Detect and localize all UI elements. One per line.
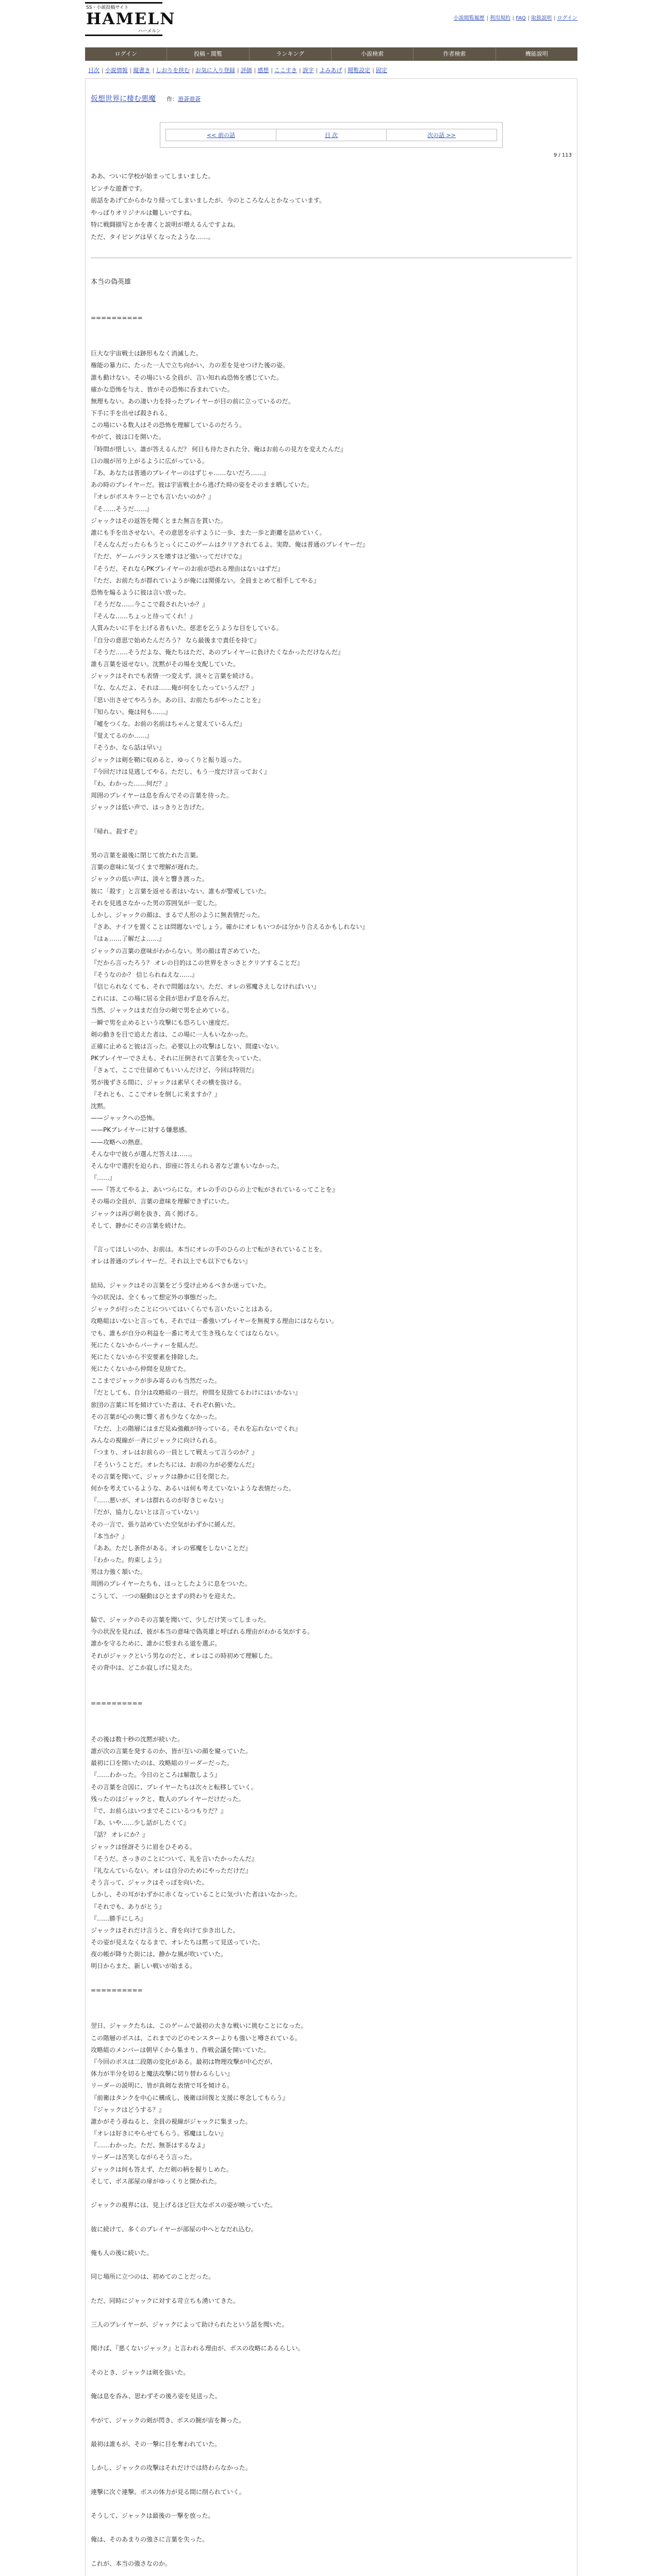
novel-text-line: みんなの視線が一斉にジャックに向けられる。 — [91, 1437, 221, 1445]
novel-text-line: 『そんなんだったらもうとっくにこのゲームはクリアされてるよ。実際、俺は普通のプレイヤーだ』 — [91, 541, 369, 549]
novel-text-line: 『そうだな……今ここで殺されたいか？』 — [91, 601, 209, 608]
novel-text-line: 『前衛はタンクを中心に構成し、後衛は回復と支援に専念してもらう』 — [91, 2094, 289, 2102]
novel-text-line: 『知らない。俺は何も……』 — [91, 708, 172, 716]
novel-text-line: 男が後ずさる間に、ジャックは素早くその横を抜ける。 — [91, 1078, 245, 1086]
blank-line — [91, 288, 572, 300]
novel-text-line: 死にたくないから仲間を見捨てた。 — [91, 1365, 190, 1373]
sub-link-favorite[interactable]: | お気に入り登録 — [190, 67, 235, 74]
top-link-terms[interactable]: | 利用規約 — [485, 15, 510, 21]
novel-text-line: 周囲のプレイヤーは息を呑んでその言葉を待った。 — [91, 792, 233, 800]
novel-text-line: ここまでジャックが歩み寄るのも当然だった。 — [91, 1377, 221, 1385]
novel-text-line: 無理もない。あの凄い力を持ったプレイヤーが目の前に立っているのだ。 — [91, 397, 294, 405]
novel-text-line: 三人のプレイヤーが、ジャックによって助けられたという話を聞いた。 — [91, 2321, 288, 2329]
novel-text-line: 『そうだ。さっきのことについて、礼を言いたかったんだ』 — [91, 1855, 258, 1862]
novel-text-line: 『オレがボスキラーとでも言いたいのか？』 — [91, 493, 215, 501]
sub-link-pin[interactable]: | 固定 — [370, 67, 387, 74]
novel-text-line: ジャックは再び剣を抜き、高く掲げる。 — [91, 1210, 202, 1217]
scene-separator: ========== — [91, 1986, 143, 1994]
author-preface — [91, 171, 572, 243]
main-nav-novel-search[interactable]: 小説検索 — [331, 47, 413, 61]
logo-kana: ハーメルン — [138, 29, 161, 34]
novel-text-line: 『わかった。約束しよう』 — [91, 1556, 166, 1564]
novel-text-line: 『そうだ、それならPKプレイヤーのお前が恐れる理由はないはずだ』 — [91, 565, 284, 572]
author-link[interactable]: 遊蒼遊蒼 — [178, 96, 201, 103]
blank-line — [91, 324, 572, 336]
blank-line — [91, 1674, 572, 1686]
page-indicator: 9 / 113 — [553, 152, 572, 158]
novel-text-line: 『今回のボスは二段階の変化がある。最初は物理攻撃が中心だが、 — [91, 2058, 277, 2065]
novel-text-line: これには、この場に居る全員が思わず息を呑んだ。 — [91, 995, 234, 1003]
novel-text-line: 誰かがそう尋ねると、全員の視線がジャックに集まった。 — [91, 2117, 252, 2125]
novel-text-line: 旅団の言葉に耳を傾けていた者は、それぞれ俯いた。 — [91, 1401, 240, 1409]
novel-text-line: 『そ……そうだ……』 — [91, 505, 153, 513]
novel-text-line: 攻略組のメンバーは朝早くから集まり、作戦会議を開いていた。 — [91, 2046, 270, 2054]
novel-text-line: ジャックはそれだけ言うと、背を向けて歩き出した。 — [91, 1926, 239, 1934]
novel-text-line: 『で、お前らはいつまでそこにいるつもりだ？』 — [91, 1807, 227, 1815]
novel-text-line: そんな中で彼らが選んだ答えは……。 — [91, 1150, 196, 1158]
novel-text-line: リーダーの説明に、皆が真剣な表情で耳を傾ける。 — [91, 2082, 234, 2090]
novel-text-line: そのとき、ジャックは剣を抜いた。 — [91, 2368, 190, 2376]
novel-text-line: あの時のプレイヤーだ。彼は宇宙戦士から逃げた時の姿をそのまま晒していた。 — [91, 481, 313, 489]
novel-text-line: 『そうか、なら話は早い』 — [91, 744, 166, 752]
novel-text-line: 脇で、ジャックのその言葉を聞いて、少しだけ笑ってしまった。 — [91, 1616, 270, 1623]
novel-text-line: PKプレイヤーでさえも、それに圧倒されて言葉を失っていた。 — [91, 1055, 266, 1062]
novel-text-line: ジャックの低い声は、淡々と響き渡った。 — [91, 875, 208, 883]
novel-text-line: 『ジャックはどうする？』 — [91, 2106, 165, 2113]
prev-chapter-cell — [166, 129, 276, 141]
preface-line: 特に戦闘描写とかを書くと説明が増えるんですよね。 — [91, 221, 240, 228]
novel-text-line: 同じ場所に立つのは、初めてのことだった。 — [91, 2273, 215, 2281]
top-link-faq[interactable]: | FAQ — [510, 15, 526, 21]
novel-text-line: 下手に手を出せば殺される。 — [91, 410, 172, 417]
novel-text-line: それを見逃さなかった男の雰囲気が一変した。 — [91, 899, 221, 907]
toc-cell — [276, 129, 387, 141]
novel-text-line: こうして、一つの騒動はひとまずの終わりを迎えた。 — [91, 1592, 239, 1600]
novel-text-line: 明日からまた、新しい戦いが始まる。 — [91, 1962, 196, 1970]
novel-text-line: 『オレは好きにやらせてもらう。邪魔はしない』 — [91, 2130, 227, 2138]
novel-text-line: 誰が次の言葉を発するのか、皆が互いの顔を窺っていた。 — [91, 1748, 252, 1755]
novel-text-line: 今の状況は、全くもって想定外の事態だった。 — [91, 1293, 221, 1301]
novel-text-line: 彼に「殺す」と言葉を返せる者はいない。誰もが警戒していた。 — [91, 887, 271, 895]
blank-line — [91, 2188, 572, 2199]
novel-text-line: ジャックはそれでも表情一つ変えず、淡々と言葉を続ける。 — [91, 672, 257, 680]
chapter-content-box — [85, 78, 577, 2576]
novel-text-line: そして、静かにその言葉を続けた。 — [91, 1222, 190, 1229]
novel-text-line: しかし、ジャックの顔は、まるで人形のように無表情だった。 — [91, 911, 264, 919]
blank-line — [91, 2427, 572, 2438]
novel-text-line: やがて、彼は口を開いた。 — [91, 433, 165, 441]
novel-text-line: 最初は誰もが、その一撃に目を奪われていた。 — [91, 2440, 221, 2448]
novel-text-line: 『礼なんていらない。オレは自分のためにやっただけだ』 — [91, 1867, 252, 1874]
novel-text-line: 誰も言葉を返せない。沈黙がその場を支配していた。 — [91, 660, 240, 668]
novel-action-links — [85, 66, 577, 75]
novel-text-line: 今の状況を見れば、彼が本当の意味で偽英雄と呼ばれる理由がわかる気がする。 — [91, 1628, 314, 1636]
blank-line — [91, 1268, 572, 1280]
novel-text-line: 『そんな……ちょっと待ってくれ！』 — [91, 613, 196, 620]
novel-text-line: ——攻略への熱意。 — [91, 1138, 147, 1146]
novel-text-line: 『だから言ったろう？ オレの目的はこの世界をさっさとクリアすることだ』 — [91, 959, 303, 967]
novel-text-line: 恐怖を煽るように彼は言い放った。 — [91, 588, 190, 596]
blank-line — [91, 2355, 572, 2367]
novel-text-line: 『思い出させてやろうか。あの日、お前たちがやったことを』 — [91, 696, 264, 704]
blank-line — [91, 1973, 572, 1985]
novel-text-line: ジャックはその返答を聞くとまた無言を貫いた。 — [91, 517, 227, 524]
novel-text-line: しかし、その耳がわずかに赤くなっていることに気づいた者はいなかった。 — [91, 1891, 302, 1899]
novel-text-line: 誰も動けない。その場にいる全員が、言い知れぬ恐怖を感じていた。 — [91, 374, 283, 381]
novel-text-line: その後は数十秒の沈黙が続いた。 — [91, 1735, 184, 1743]
scene-separator: ========== — [91, 1700, 143, 1707]
novel-text-line: 『……悪いが、オレは群れるのが好きじゃない』 — [91, 1497, 227, 1504]
novel-text-line: ジャックの言葉の意味がわからない。男の顔は青ざめていた。 — [91, 947, 264, 955]
blank-line — [91, 838, 572, 850]
blank-line — [91, 2402, 572, 2414]
novel-text-line: 『ただ、ゲームバランスを壊すほど強いってだけでな』 — [91, 553, 245, 561]
novel-text-line: しかし、ジャックの攻撃はそれだけでは終わらなかった。 — [91, 2464, 252, 2472]
novel-text-line: ジャックが行ったことについてはいくらでも言いたいことはある。 — [91, 1306, 276, 1313]
novel-text-line: 『今回だけは見逃してやる。ただし、もう一度だけ言っておく』 — [91, 768, 271, 775]
top-link-login[interactable]: | ログイン — [552, 15, 577, 21]
novel-text-line: これが、本当の強さなのか。 — [91, 2560, 172, 2567]
novel-text-line: この場にいる数人はその恐怖を理解しているのだろう。 — [91, 421, 246, 429]
novel-text-line: ——PKプレイヤーに対する嫌悪感。 — [91, 1126, 191, 1134]
novel-text-line: 剣の動きを目で追えた者は、この場に一人もいなかった。 — [91, 1030, 252, 1038]
blank-line — [91, 2259, 572, 2271]
novel-text-line: 何かを考えているような、あるいは何も考えていないような表情だった。 — [91, 1484, 295, 1492]
logo-tagline: SS・小説投稿サイト — [86, 5, 129, 10]
main-nav-bar — [85, 47, 577, 61]
novel-text-line: 男は力強く頷いた。 — [91, 1568, 147, 1576]
novel-text-line: 周囲のプレイヤーたちも、ほっとしたように息をついた。 — [91, 1580, 251, 1588]
novel-text-line: 『それとも、ここでオレを倒しに来ますか？』 — [91, 1090, 221, 1098]
novel-text-line: その言葉を聞いて、ジャックは静かに目を閉じた。 — [91, 1472, 233, 1480]
blank-line — [91, 2498, 572, 2510]
novel-text-line: 『ただ、お前たちが群れていようが俺には関係ない。全員まとめて相手してやる』 — [91, 577, 320, 584]
novel-text-line: 俺は息を呑み、思わずその後ろ姿を見送った。 — [91, 2393, 221, 2400]
novel-text-line: 攻略組はいないと言っても、それでは一番強いプレイヤーを無視する理由にはならない。 — [91, 1317, 338, 1325]
blank-line — [91, 2522, 572, 2534]
novel-text-line: 『わ、わかった……何だ？』 — [91, 779, 171, 787]
novel-text-line: リーダーは苦笑しながらそう言った。 — [91, 2154, 196, 2161]
novel-text-line: 誰かを守るために、誰かに恨まれる道を選ぶ。 — [91, 1640, 221, 1648]
novel-text-line: その一言で、張り詰めていた空気がわずかに緩んだ。 — [91, 1520, 239, 1528]
top-link-manual[interactable]: | 取扱説明 — [526, 15, 552, 21]
novel-text-line: 最初に口を開いたのは、攻略組のリーダーだった。 — [91, 1759, 234, 1767]
sub-link-rating[interactable]: | 評価 — [235, 67, 252, 74]
chapter-title: 本当の偽英雄 — [91, 278, 131, 286]
blank-line — [91, 300, 572, 312]
sub-link-novel-info[interactable]: | 小説情報 — [100, 67, 128, 74]
novel-text-line: ——ジャックへの恐怖。 — [91, 1114, 159, 1122]
next-chapter-link[interactable]: 次の話 >> — [427, 132, 456, 139]
novel-text-line: 『話？ オレにか？』 — [91, 1831, 148, 1839]
novel-text-line: 死にたくないから不安要素を排除した。 — [91, 1353, 203, 1361]
novel-text-line: 『あ、いや……少し話がしたくて』 — [91, 1819, 190, 1827]
novel-text-line: 巨大な宇宙戦士は跡形もなく消滅した。 — [91, 350, 203, 358]
novel-text-line: 夜の帳が降りた街には、静かな風が吹いていた。 — [91, 1951, 227, 1958]
novel-text-line: 翌日、ジャックたちは、このゲームで最初の大きな戦いに挑むことになった。 — [91, 2022, 307, 2030]
blank-line — [91, 1232, 572, 1244]
blank-line — [91, 2475, 572, 2486]
sub-link-comments[interactable]: | 感想 — [252, 67, 269, 74]
main-nav-author-search[interactable]: 作者検索 — [413, 47, 495, 61]
blank-line — [91, 336, 572, 348]
preface-line: ああ、ついに学校が始まってしまいました。 — [91, 173, 214, 180]
novel-text-line: 『つまり、オレはお前らの一員として戦えって言うのか？』 — [91, 1449, 258, 1456]
blank-line — [91, 2450, 572, 2462]
main-nav-ranking[interactable]: ランキング — [249, 47, 331, 61]
blank-line — [91, 2546, 572, 2558]
preface-line: 前話をあげてからかなり経ってしまいましたが、今のところなんとかなっています。 — [91, 197, 326, 204]
novel-text-line: 結局、ジャックはその言葉をどう受け止めるべきか迷っていた。 — [91, 1281, 270, 1289]
page-wrapper — [85, 0, 577, 2576]
sub-link-view-settings[interactable]: | 閲覧設定 — [342, 67, 370, 74]
novel-text-line: 『そうだ……そうだよな、俺たちはただ、あのプレイヤーに負けたくなかっただけなんだ』 — [91, 648, 344, 656]
novel-text-line: この階層のボスは、これまでのどのモンスターよりも強いと噂されている。 — [91, 2034, 301, 2042]
novel-text-line: 『本当か？』 — [91, 1532, 128, 1540]
novel-title-link[interactable]: 仮想世界に棲む悪魔 — [91, 95, 156, 103]
novel-text-line: 沈黙。 — [91, 1102, 110, 1110]
site-logo[interactable] — [85, 2, 176, 36]
blank-line — [91, 2379, 572, 2391]
main-nav-features[interactable]: 機能説明 — [495, 47, 577, 61]
novel-text-line: 人質みたいに手を上げる者もいた。慈悲を乞うような目をしている。 — [91, 624, 283, 632]
novel-text-line: 『ただ、上の階層にはまだ見ぬ強敵が待っている。それを忘れないでくれ』 — [91, 1425, 302, 1432]
sub-link-read-aloud[interactable]: | よみあげ — [314, 67, 342, 74]
novel-text-line: オレは普通のプレイヤーだ。それ以上でも以下でもない』 — [91, 1258, 251, 1265]
novel-text-line: 正確に止めると彼は言った。必要以上の攻撃はしない、間違いない。 — [91, 1043, 283, 1050]
novel-text-line: でも、誰もが自分の利益を一番に考えて生き残らなくてはならない。 — [91, 1329, 283, 1337]
preface-line: ただ、タイピングは早くなったような……。 — [91, 233, 214, 241]
chapter-navigation — [160, 122, 503, 148]
novel-text-line: その姿が見えなくなるまで、オレたちは黙って見送っていた。 — [91, 1939, 264, 1946]
blank-line — [91, 1710, 572, 1722]
sub-link-bookmark[interactable]: | しおりを挟む — [150, 67, 190, 74]
novel-text-line: 『そうなのか？ 信じられねえな……』 — [91, 971, 198, 978]
sub-link-like[interactable]: | ここすき — [269, 67, 297, 74]
novel-text-line: 『……』 — [91, 1174, 116, 1182]
preface-line: やっぱりオリジナルは難しいですね。 — [91, 209, 196, 216]
novel-text-line: 『帰れ。殺すぞ』 — [91, 827, 141, 835]
novel-text-line: 『な、なんだよ、それは……俺が何をしたっていうんだ？』 — [91, 684, 258, 692]
novel-text-line: 確かな恐怖を与え、皆がその恐怖に呑まれていた。 — [91, 385, 234, 393]
blank-line — [91, 2235, 572, 2247]
novel-text-line: そうして、ジャックは最後の一撃を放った。 — [91, 2512, 214, 2520]
novel-text-line: その背中は、どこか寂しげに見えた。 — [91, 1664, 196, 1671]
novel-text-line: 『そういうことだ。オレたちには、お前の力が必要なんだ』 — [91, 1461, 258, 1468]
novel-text-line: 一瞬で男を止めるという攻撃にも恐ろしい速度だ。 — [91, 1019, 234, 1026]
novel-text-line: ただ、同時にジャックに対する苛立ちも湧いてきた。 — [91, 2297, 239, 2304]
novel-title-row — [91, 93, 572, 104]
novel-text-line: 男の言葉を最後に閉じて放たれた言葉。 — [91, 852, 203, 859]
novel-text-line: 『だとしても、自分は攻略組の一員だ。仲間を見捨てるわけにはいかない』 — [91, 1389, 302, 1397]
blank-line — [91, 2331, 572, 2343]
novel-text-line: 体力が半分を切ると魔法攻撃に切り替わるらしい』 — [91, 2070, 234, 2078]
novel-text-line: 俺は、そのあまりの強さに言葉を失った。 — [91, 2536, 209, 2544]
novel-text-line: その言葉が心の奥に響く者も少なくなかった。 — [91, 1413, 221, 1420]
novel-text-line: 連撃に次ぐ連撃。ボスの体力が見る間に削られていく。 — [91, 2488, 245, 2496]
novel-text-line: やがて、ジャックの剣が閃き、ボスの腕が宙を舞った。 — [91, 2416, 245, 2424]
utility-links — [454, 13, 577, 21]
novel-text-line: 『さあ、ナイフを置くことは問題ないでしょう。確かにオレもいつかは分かり合えるかもしれない』 — [91, 923, 369, 931]
novel-text-line: その場の全員が、言葉の意味を理解できずにいた。 — [91, 1198, 234, 1206]
novel-text-line: 『……わかった。今日のところは解散しよう』 — [91, 1771, 221, 1779]
novel-text-line: その言葉を合図に、プレイヤーたちは次々と転移していく。 — [91, 1783, 257, 1791]
novel-text-line: ジャックは何も答えず、ただ剣の柄を握りしめた。 — [91, 2165, 233, 2173]
next-chapter-cell — [387, 129, 497, 141]
novel-text-line: 『時間が惜しい。誰が答えるんだ？ 何日も待たされた分、俺はお前らの見方を変えたんだ』 — [91, 445, 346, 453]
sub-link-vertical[interactable]: | 縦書き — [128, 67, 151, 74]
novel-text-line: 『はぁ……了解だよ……』 — [91, 935, 166, 943]
novel-text-line: そんな中で選択を迫られ、即座に答えられる者など誰もいなかった。 — [91, 1162, 283, 1170]
main-nav-post-browse[interactable]: 投稿・閲覧 — [167, 47, 249, 61]
novel-text-line: 『さぁて、ここで仕留めてもいいんだけど、今回は特別だ』 — [91, 1066, 258, 1074]
toc-link[interactable]: 目 次 — [324, 132, 338, 139]
novel-text-line: 誰にも手を出させない。その意思を示すように一歩、また一歩と距離を詰めていく。 — [91, 529, 326, 536]
novel-text-line: 権能の暴力に、たった一人で立ち向かい、力の差を見せつけた後の姿。 — [91, 362, 289, 369]
blank-line — [91, 2307, 572, 2319]
novel-text-line: 『あ、あなたは普通のプレイヤーのはずじゃ……ないだろ……』 — [91, 469, 270, 477]
novel-text-line: ジャックは剣を鞘に収めると、ゆっくりと振り返った。 — [91, 756, 245, 764]
novel-text-line: ジャックは低い声で、はっきりと告げた。 — [91, 804, 208, 811]
novel-text-line: それがジャックという男なのだと、オレはこの時初めて理解した。 — [91, 1652, 276, 1659]
novel-text-line: ジャックは怪訝そうに眉をひそめる。 — [91, 1843, 196, 1851]
novel-text-line: 当然、ジャックはまだ自分の剣で男を止めている。 — [91, 1007, 233, 1014]
novel-text-line: 『だが、協力しないとは言っていない』 — [91, 1509, 203, 1516]
novel-text-line: 『言ってほしいのか、お前は。本当にオレの手のひらの上で転がされていることを。 — [91, 1246, 326, 1253]
novel-text-line: 『……勝手にしろ』 — [91, 1914, 147, 1922]
blank-line — [91, 1602, 572, 1614]
main-nav-login[interactable]: ログイン — [114, 50, 137, 57]
novel-text-line: 口の端が吊り上がるように広がっている。 — [91, 457, 209, 465]
blank-line — [91, 2008, 572, 2020]
novel-text-line: 『信じられなくても、それで問題はない。ただ、オレの邪魔さえしなければいい』 — [91, 983, 320, 991]
blank-line — [91, 2570, 572, 2576]
novel-text-line: そう言って、ジャックはそっぽを向いた。 — [91, 1879, 208, 1887]
novel-text-line: 残ったのはジャックと、数人のプレイヤーだけだった。 — [91, 1795, 245, 1803]
blank-line — [91, 1722, 572, 1734]
novel-text-line: 『ああ。ただし条件がある。オレの邪魔をしないことだ』 — [91, 1544, 252, 1552]
chapter-body — [91, 288, 572, 2576]
novel-text-line: ——『答えてやるよ、あいつらにな。オレの手のひらの上で転がされているってことを』 — [91, 1186, 339, 1194]
blank-line — [91, 1686, 572, 1698]
logo-wordmark: HAMELN — [86, 10, 176, 28]
blank-line — [91, 1996, 572, 2008]
blank-line — [91, 814, 572, 825]
blank-line — [91, 2283, 572, 2295]
sub-link-toc[interactable]: 目次 — [88, 67, 100, 74]
sub-link-typo-report[interactable]: | 誤字 — [297, 67, 314, 74]
novel-text-line: 『自分の意思で始めたんだろう？ なら最後まで責任を持て』 — [91, 636, 260, 644]
novel-text-line: 『嘘をつくな。お前の名前はちゃんと覚えているんだ』 — [91, 720, 246, 727]
scene-separator: ========== — [91, 314, 143, 321]
novel-text-line: 彼に続けて、多くのプレイヤーが部屋の中へとなだれ込む。 — [91, 2225, 257, 2233]
novel-text-line: 死にたくないからパーティーを組んだ。 — [91, 1341, 202, 1349]
novel-text-line: ジャックの視界には、見上げるほど巨大なボスの姿が映っていた。 — [91, 2201, 276, 2209]
novel-text-line: 俺も人の後に続いた。 — [91, 2249, 153, 2257]
blank-line — [91, 2211, 572, 2223]
novel-text-line: 『それでも、ありがとう』 — [91, 1903, 166, 1910]
site-header — [85, 0, 577, 43]
novel-text-line: 聞けば、『悪くないジャック』と言われる理由が、ボスの攻略にあるらしい。 — [91, 2345, 304, 2352]
novel-text-line: 『……わかった。ただ、無茶はするなよ』 — [91, 2142, 209, 2149]
top-link-reading-history[interactable]: 小説閲覧履歴 — [453, 15, 485, 21]
novel-text-line: 『覚えてるのか……』 — [91, 732, 153, 740]
prev-chapter-link[interactable]: << 前の話 — [207, 132, 235, 139]
novel-text-line: そして、ボス部屋の扉がゆっくりと開かれた。 — [91, 2177, 221, 2185]
preface-line: ピンチな遊蒼です。 — [91, 184, 146, 192]
author-label: 作： — [167, 96, 178, 103]
novel-text-line: 言葉の意味に気づくまで理解が遅れた。 — [91, 863, 203, 871]
